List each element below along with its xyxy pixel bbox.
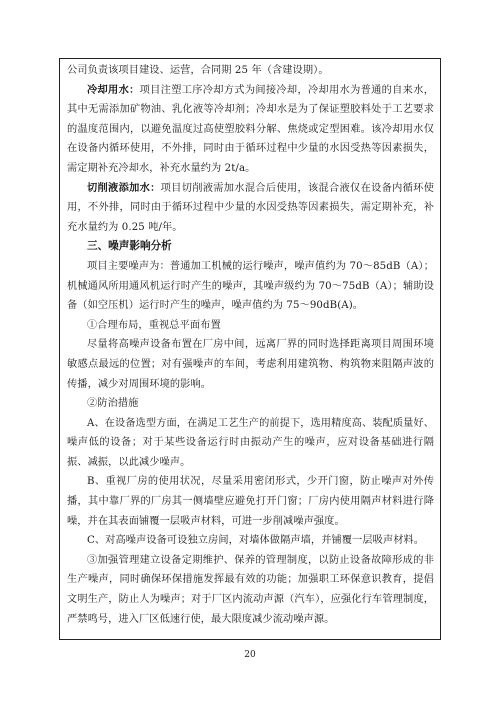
paragraph-contract: 公司负责该项目建设、运营，合同期 25 年（含建设期）。 [67, 65, 329, 76]
paragraph-noise-intro: 项目主要噪声为：普通加工机械的运行噪声，噪声值约为 70～85dB（A）；机械通风所用通风机运行时产生的噪声，其噪声级约为 70～75dB（A）；辅助设备（如空压机）运行时产生的噪声，噪声值约为 75～90dB(A)。 [67, 260, 434, 312]
item2-a-text: A、在设备选型方面，在满足工艺生产的前提下，选用精度高、装配质量好、噪声低的设备；对于某些设备运行时由振动产生的噪声，应对设备基础进行隔振、减振，以此减少噪声。 [67, 417, 434, 468]
cooling-water-label: 冷却用水： [87, 83, 140, 96]
item2-heading: ②防治措施 [87, 398, 139, 410]
cutting-fluid-label: 切削液添加水： [87, 181, 161, 194]
paragraph-cutting-fluid [67, 179, 434, 238]
cooling-water-text: 项目注塑工序冷却方式为间接冷却，冷却用水为普通的自来水，其中无需添加矿物油、乳化液等冷却剂；冷却水是为了保证塑胶料处于工艺要求的温度范围内，以避免温度过高使塑胶料分解、焦烧或定型困难。该冷却用水仅在设备内循环使用，不外排，同时由于循环过程中少量的水因受热等因素损失，需定期补充冷却水，补充水量约为 2t/a。 [67, 84, 435, 174]
item2-b-text: B、重视厂房的使用状况，尽量采用密闭形式，少开门窗，防止噪声对外传播，其中靠厂界的厂房其一侧墙壁应避免打开门窗；厂房内使用隔声材料进行降噪，并在其表面铺覆一层吸声材料，可进一步削减噪声强度。 [67, 476, 434, 527]
cutting-fluid-text: 项目切削液需加水混合后使用，该混合液仅在设备内循环使用，不外排，同时由于循环过程中少量的水因受热等因素损失，需定期补充，补充水量约为 0.25 吨/年。 [67, 182, 434, 233]
page-number: 20 [244, 650, 256, 660]
item3-text: ③加强管理建立设备定期维护、保养的管理制度，以防止设备故障形成的非生产噪声，同时确保环保措施发挥最有效的功能；加强职工环保意识教育，提倡文明生产，防止人为噪声；对于厂区内流动声源（汽车），应强化行车管理制度，严禁鸣号，进入厂区低速行使，最大限度减少流动噪声源。 [67, 554, 434, 625]
item2-c-text: C、对高噪声设备可设独立房间，对墙体做隔声墙，并铺覆一层吸声材料。 [87, 535, 425, 547]
item1-text: 尽量将高噪声设备布置在厂房中间，远离厂界的同时选择距离项目周围环境敏感点最远的位置；对有强噪声的车间，考虑利用建筑物、构筑物来阻隔声波的传播，减少对周围环境的影响。 [67, 339, 434, 390]
item1-heading: ①合理布局，重视总平面布置 [87, 319, 221, 331]
paragraph-cooling-water [67, 81, 434, 179]
document-body-frame [59, 58, 441, 640]
section-heading-noise: 三、噪声影响分析 [87, 240, 172, 253]
